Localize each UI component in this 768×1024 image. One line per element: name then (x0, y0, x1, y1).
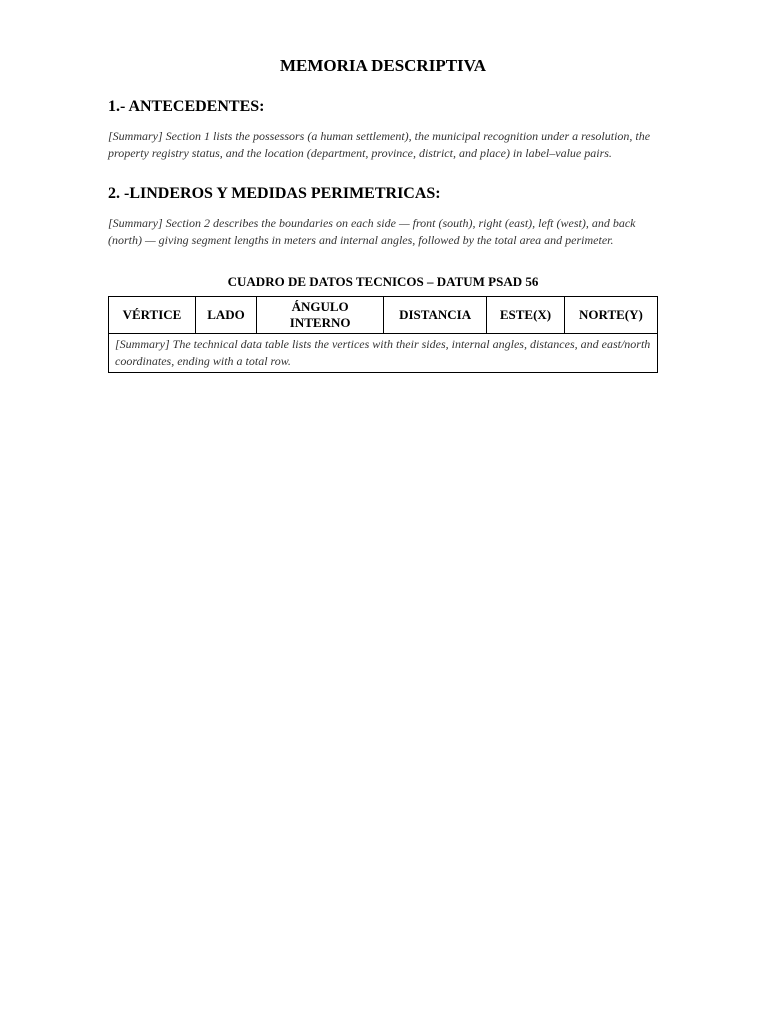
header-north: NORTE(Y) (564, 296, 657, 333)
table-caption: CUADRO DE DATOS TECNICOS – DATUM PSAD 56 (227, 273, 539, 289)
table-summary-cell: [Summary] The technical data table lists the vertices with their sides, internal angles, distances, and east/north coordinates, ending with a total row. (109, 333, 658, 373)
section-1-heading: 1.- ANTECEDENTES: (108, 98, 265, 115)
section-2-summary: [Summary] Section 2 describes the boundaries on each side — front (south), right (east), left (west), and back (north) — giving segment lengths in meters and internal angles, followed by the total area and perimeter. (108, 215, 636, 248)
header-distance: DISTANCIA (384, 296, 487, 333)
table-header-row (109, 296, 658, 333)
document-title: MEMORIA DESCRIPTIVA (279, 56, 487, 75)
header-angle: ÁNGULO INTERNO (257, 296, 384, 333)
header-east: ESTE(X) (487, 296, 565, 333)
header-side: LADO (195, 296, 256, 333)
section-2-heading: 2. -LINDEROS Y MEDIDAS PERIMETRICAS: (108, 184, 441, 202)
header-vertex: VÉRTICE (109, 296, 196, 333)
technical-data-table (108, 296, 658, 374)
section-1-summary: [Summary] Section 1 lists the possessors (a human settlement), the municipal recognition under a resolution, the property registry status, and the location (department, province, district, and place) in label–value pairs. (108, 129, 651, 161)
table-row (109, 333, 658, 373)
